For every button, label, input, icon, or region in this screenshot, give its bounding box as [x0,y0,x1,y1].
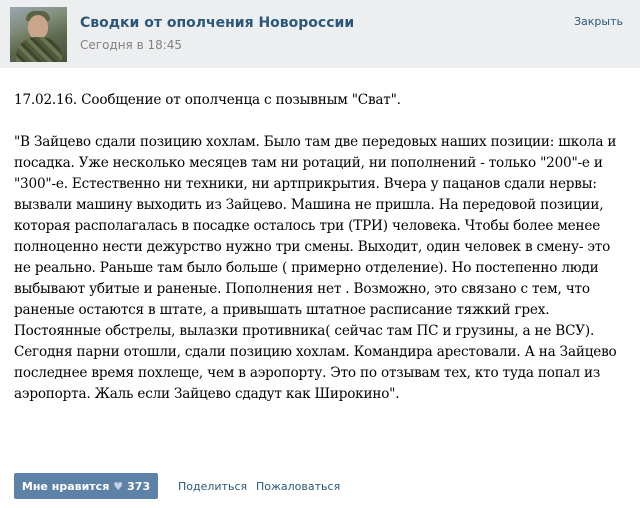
avatar-head-shape [28,15,48,39]
post-footer [0,470,640,508]
report-link[interactable]: Пожаловаться [256,480,341,493]
like-button[interactable] [14,473,158,499]
post-paragraph-date: 17.02.16. Сообщение от ополченца с позывным "Сват". [14,92,401,108]
post-paragraph-message: "В Зайцево сдали позицию хохлам. Было там две передовых наших позиции: школа и посадка. Уже несколько месяцев там ни ротаций, ни пополнений - только "200"-е и "300"-е. Естественно ни техники, ни артприкрытия. Вчера у пацанов сдали нервы: вызвали машину выходить из Зайцево. Машина не пришла. На передовой позиции, которая располагалась в посадке осталось три (ТРИ) человека. Чтобы более менее полноценно нести дежурство нужно три смены. Выходит, один человек в смену- это не реально. Раньше там было больше ( примерно отделение). Но постепенно люди выбывают убитые и раненые. Пополнения нет . Возможно, это связано с тем, что раненые остаются в штате, а привышать штатное расписание тяжкий грех. Постоянные обстрелы, вылазки противника( сейчас там ПС и грузины, а не ВСУ). Сегодня парни отошли, сдали позицию хохлам. Командира арестовали. А на Зайцево последнее время похлеще, чем в аэропорту. Это по отзывам тех, кто туда попал из аэропорта. Жаль если Зайцево сдадут как Широкино". [14,134,617,402]
like-count: 373 [127,479,151,493]
heart-icon: ♥ [113,479,124,493]
avatar-body-shape [16,37,62,62]
group-avatar[interactable] [10,7,67,62]
share-link[interactable]: Поделиться [178,480,248,493]
post-text [14,90,626,405]
post-timestamp[interactable]: Сегодня в 18:45 [80,38,183,52]
close-link[interactable]: Закрыть [574,15,623,28]
like-button-label: Мне нравится [21,479,110,493]
post-header [0,0,640,68]
group-name-link[interactable]: Сводки от ополчения Новороссии [80,15,355,31]
